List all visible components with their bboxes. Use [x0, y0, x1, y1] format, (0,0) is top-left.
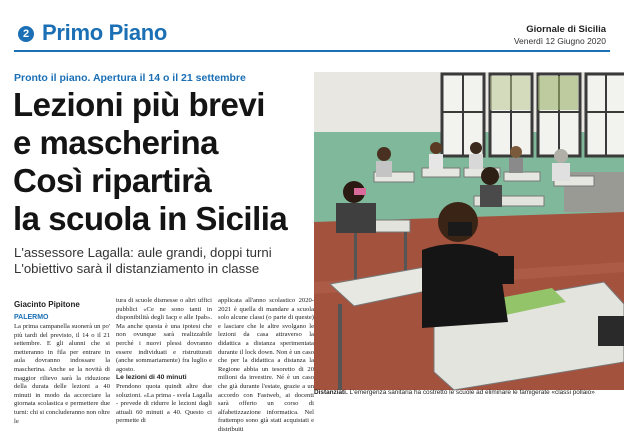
subhead-line: L'assessore Lagalla: aule grandi, doppi turni [14, 245, 272, 260]
article-kicker: Pronto il piano. Apertura il 14 o il 21 settembre [14, 72, 246, 84]
article-subhead [14, 245, 314, 277]
section-title: Primo Piano [42, 20, 168, 45]
article-headline [13, 86, 313, 238]
headline-line: la scuola in Sicilia [13, 200, 288, 237]
article-column-1 [14, 323, 110, 425]
article-column-2 [116, 297, 212, 425]
page-header [0, 0, 624, 56]
article-dateline: PALERMO [14, 314, 49, 321]
article-byline: Giacinto Pipitone [14, 300, 80, 309]
header-rule [14, 50, 610, 52]
column-subtitle: Le lezioni di 40 minuti [116, 374, 187, 382]
column-text: tura di scuole dismesse o altri uffici pubblici «Ce ne sono tanti in disponibilità degli Iacp e alle Ipab». Ma anche questa è una ipotesi che non ovunque sarà realizzabile perché i nuovi plessi dovranno essere individuati e ristrutturati (anche sommariamente) fra luglio e agosto. [116, 297, 212, 373]
caption-text: L'emergenza sanitaria ha costretto le scuole ad eliminare le famigerate «classi pollaio» [347, 389, 595, 396]
headline-line: e mascherina [13, 124, 218, 161]
issue-date: Venerdì 12 Giugno 2020 [513, 36, 606, 46]
column-text: La prima campanella suonerà un po' più tardi del previsto, il 14 o il 21 settembre. E gli alunni che si metteranno in fila per entrare in aula dovranno indossare la mascherina. Anche se la novità di maggior rilievo sarà la riduzione della durata delle lezioni a 40 minuti in modo da accorciare la giornata scolastica e permettere due turni: chi si concluderanno non oltre le [14, 323, 110, 425]
classroom-photo [314, 72, 624, 390]
column-text: Prendono quota quindi altre due soluzioni. «La prima - svela Lagalla - prevede di ridurre le lezioni dagli attuali 60 minuti a 40. Questo ci permette di [116, 382, 212, 425]
photo-caption [314, 389, 624, 400]
subhead-line: L'obiettivo sarà il distanziamento in classe [14, 261, 260, 276]
caption-lead: Distanziati. [314, 389, 348, 396]
masthead [514, 24, 606, 46]
classroom-illustration [314, 72, 624, 390]
article-column-3 [218, 297, 314, 433]
headline-line: Così ripartirà [13, 162, 212, 199]
paper-name: Giornale di Sicilia [526, 24, 606, 35]
headline-line: Lezioni più brevi [13, 86, 265, 123]
column-text: applicata all'anno scolastico 2020-2021 è quella di mandare a scuola solo alcune classi (o parte di queste) e lasciare che le altre svolgano le lezioni da casa attraverso la didattica a distanza sperimentata durante il lock down. Non è un caso che per la didattica a distanza la Regione abbia un tesoretto di 20 milioni da investire. Né è un caso che già durante l'estate, grazie a un accordo con Fastweb, ai docenti sarà offerto un corso di alfabetizzazione informatica. Nel frattempo sono già stati acquistati e distribuiti [218, 297, 314, 433]
page-number-badge: 2 [18, 26, 34, 42]
